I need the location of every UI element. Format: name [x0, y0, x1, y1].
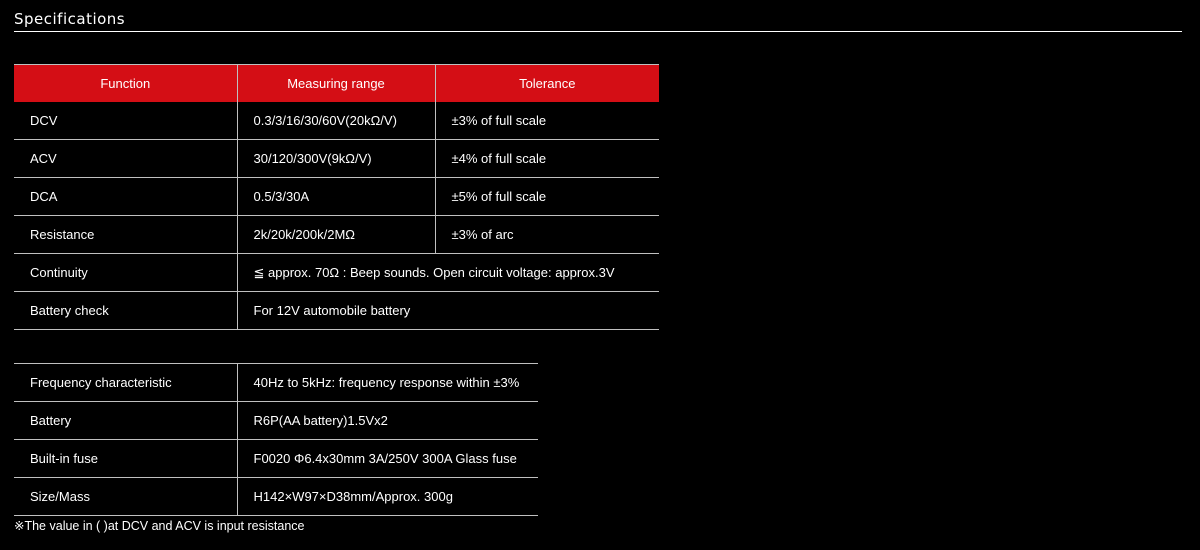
spec-label-cell: Frequency characteristic	[14, 364, 237, 402]
spec-label-cell: Built-in fuse	[14, 440, 237, 478]
spec-value-cell: 40Hz to 5kHz: frequency response within ±3%	[237, 364, 538, 402]
spec-table-header-row	[14, 65, 659, 103]
table-row	[14, 402, 538, 440]
range-cell: 0.5/3/30A	[237, 178, 435, 216]
table-row	[14, 364, 538, 402]
title-divider	[14, 31, 1182, 32]
column-header-measuring-range: Measuring range	[237, 65, 435, 103]
column-header-function: Function	[14, 65, 237, 103]
tolerance-cell: ±4% of full scale	[435, 140, 659, 178]
table-row	[14, 440, 538, 478]
spec-table	[14, 64, 659, 330]
range-cell: For 12V automobile battery	[237, 292, 659, 330]
function-cell: DCV	[14, 102, 237, 140]
function-cell: DCA	[14, 178, 237, 216]
table-row	[14, 178, 659, 216]
spec-label-cell: Size/Mass	[14, 478, 237, 516]
extra-spec-table	[14, 363, 538, 516]
table-row	[14, 140, 659, 178]
tolerance-cell: ±3% of arc	[435, 216, 659, 254]
table-row	[14, 102, 659, 140]
spec-value-cell: R6P(AA battery)1.5Vx2	[237, 402, 538, 440]
spec-value-cell: H142×W97×D38mm/Approx. 300g	[237, 478, 538, 516]
function-cell: Continuity	[14, 254, 237, 292]
table-row	[14, 216, 659, 254]
function-cell: Battery check	[14, 292, 237, 330]
tolerance-cell: ±5% of full scale	[435, 178, 659, 216]
range-cell: 0.3/3/16/30/60V(20kΩ/V)	[237, 102, 435, 140]
tolerance-cell: ±3% of full scale	[435, 102, 659, 140]
function-cell: ACV	[14, 140, 237, 178]
spec-value-cell: F0020 Φ6.4x30mm 3A/250V 300A Glass fuse	[237, 440, 538, 478]
table-row	[14, 254, 659, 292]
range-cell: ≦ approx. 70Ω : Beep sounds. Open circuit voltage: approx.3V	[237, 254, 659, 292]
range-cell: 2k/20k/200k/2MΩ	[237, 216, 435, 254]
section-title: Specifications	[14, 10, 126, 28]
footnote: ※The value in ( )at DCV and ACV is input resistance	[14, 519, 305, 533]
table-row	[14, 292, 659, 330]
function-cell: Resistance	[14, 216, 237, 254]
spec-label-cell: Battery	[14, 402, 237, 440]
table-row	[14, 478, 538, 516]
range-cell: 30/120/300V(9kΩ/V)	[237, 140, 435, 178]
column-header-tolerance: Tolerance	[435, 65, 659, 103]
